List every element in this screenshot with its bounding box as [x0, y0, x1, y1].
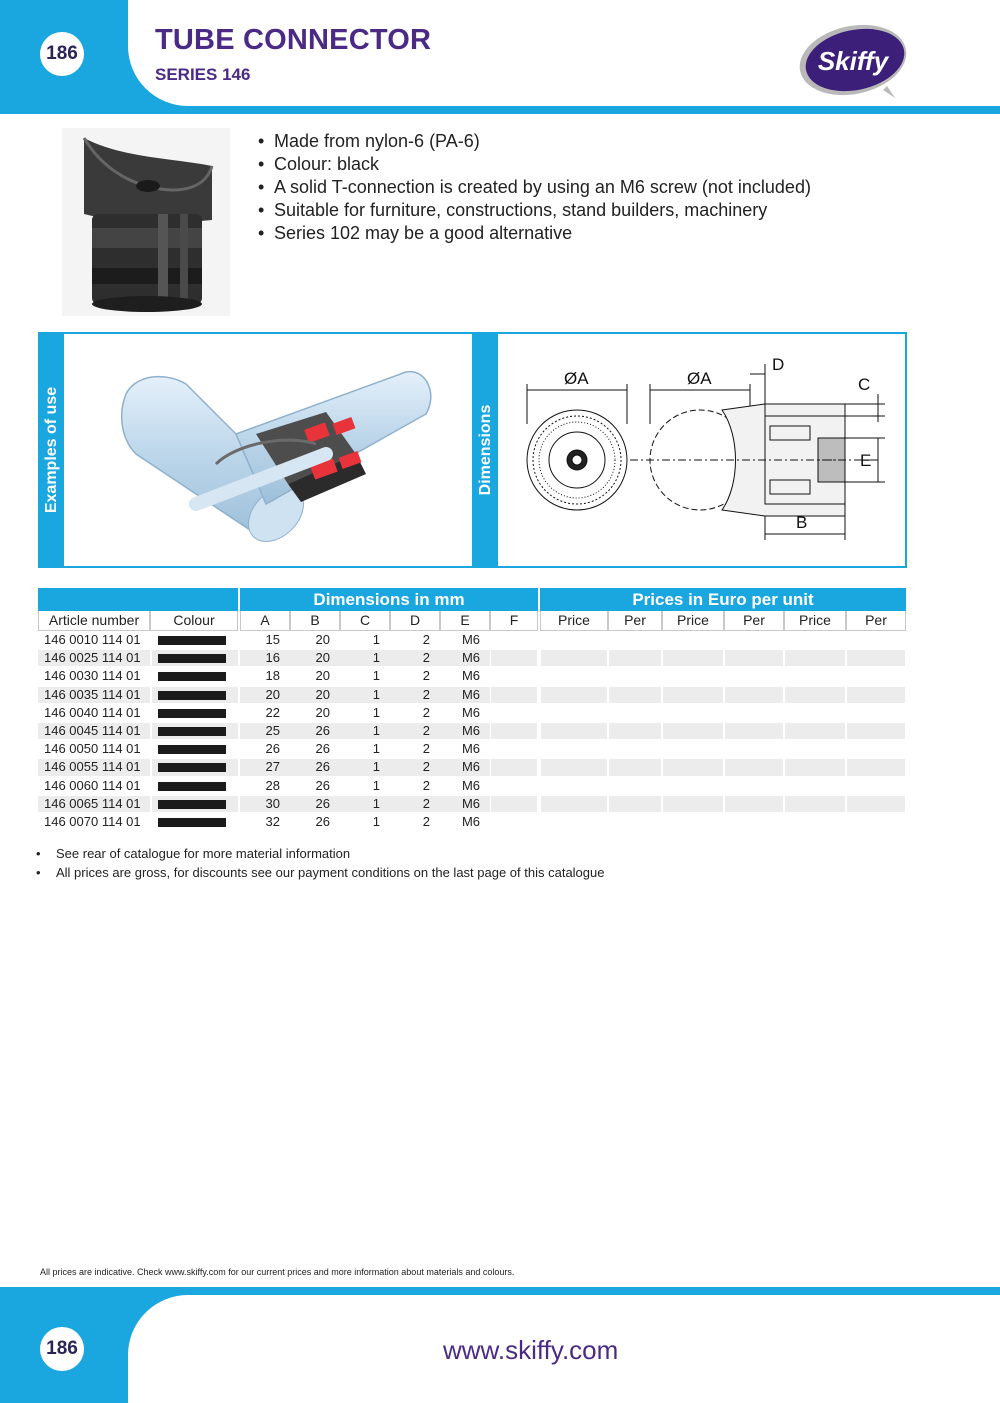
- note-item: • See rear of catalogue for more material information: [36, 844, 604, 863]
- price-cell: [847, 668, 905, 684]
- price-cell: [609, 650, 661, 666]
- colour-swatch: [158, 654, 226, 663]
- group-dimensions: Dimensions in mm: [240, 588, 538, 611]
- product-table: [38, 588, 906, 831]
- price-cell: [609, 796, 661, 812]
- dim-c-cell: 1: [372, 632, 380, 647]
- dim-label-e: E: [860, 451, 872, 470]
- dim-e-cell: M6: [440, 650, 490, 666]
- colour-cell: [152, 668, 238, 684]
- price-cell: [725, 650, 783, 666]
- price-cell: [609, 687, 661, 703]
- price-cell: [609, 814, 661, 830]
- dim-c-cell: 1: [340, 759, 390, 775]
- column-header: Per: [724, 611, 784, 631]
- price-cell: [663, 687, 723, 703]
- dim-f-cell: [491, 650, 537, 666]
- price-cell: [785, 741, 845, 757]
- price-cell: [847, 723, 905, 739]
- dim-d-cell: 2: [422, 741, 430, 757]
- dim-a-cell: 22: [265, 704, 280, 720]
- price-cell: [663, 741, 723, 757]
- dim-d-cell: 2: [422, 632, 430, 647]
- dimension-drawing: [500, 334, 905, 566]
- colour-cell: [152, 723, 238, 739]
- dim-e-cell: M6: [461, 777, 480, 793]
- examples-label: Examples of use: [43, 386, 60, 514]
- dim-label-c: C: [858, 375, 871, 394]
- dim-c-cell: 1: [372, 704, 380, 720]
- price-cell: [541, 668, 607, 684]
- website-link[interactable]: www.skiffy.com: [443, 1335, 619, 1365]
- dim-e-cell: M6: [461, 704, 480, 720]
- price-cell: [541, 705, 607, 721]
- price-cell: [609, 741, 661, 757]
- price-cell: [663, 705, 723, 721]
- feature-item: • Suitable for furniture, constructions, stand builders, machinery: [258, 199, 811, 222]
- dim-a-cell: 20: [240, 687, 290, 703]
- article-number-cell: 146 0055 114 01: [38, 759, 150, 775]
- table-row: [38, 740, 906, 758]
- column-header: Article number: [38, 611, 150, 631]
- dim-b-cell: 20: [315, 668, 330, 684]
- price-cell: [785, 723, 845, 739]
- price-cell: [785, 632, 845, 648]
- colour-cell: [152, 814, 238, 830]
- colour-cell: [152, 632, 238, 648]
- page-title: TUBE CONNECTOR: [155, 24, 432, 56]
- price-cell: [663, 814, 723, 830]
- dim-a-cell: 32: [265, 813, 280, 829]
- table-row: [38, 722, 906, 740]
- table-row: [38, 758, 906, 776]
- price-cell: [541, 723, 607, 739]
- price-cell: [847, 814, 905, 830]
- article-number-cell: 146 0025 114 01: [38, 650, 150, 666]
- dim-c-cell: 1: [340, 650, 390, 666]
- page-number-badge: 186: [40, 32, 84, 76]
- column-header: C: [340, 611, 390, 631]
- table-column-header: [38, 611, 906, 631]
- price-cell: [847, 687, 905, 703]
- colour-swatch: [158, 818, 226, 827]
- price-cell: [725, 705, 783, 721]
- price-cell: [725, 668, 783, 684]
- colour-swatch: [158, 782, 226, 791]
- dimensions-label: Dimensions: [477, 404, 494, 496]
- dim-d-cell: 2: [390, 796, 440, 812]
- table-row: [38, 631, 906, 649]
- table-row: [38, 686, 906, 704]
- feature-item: • Colour: black: [258, 153, 811, 176]
- dim-label-d: D: [772, 355, 785, 374]
- dim-b-cell: 20: [315, 704, 330, 720]
- colour-swatch: [158, 745, 226, 754]
- price-cell: [725, 759, 783, 775]
- dim-e-cell: M6: [461, 632, 480, 647]
- column-header: Colour: [150, 611, 238, 631]
- disclaimer: All prices are indicative. Check www.skiffy.com for our current prices and more information about materials and colours.: [40, 1267, 515, 1277]
- price-cell: [609, 705, 661, 721]
- price-cell: [847, 741, 905, 757]
- dim-e-cell: M6: [440, 723, 490, 739]
- price-cell: [785, 668, 845, 684]
- feature-item: • Made from nylon-6 (PA-6): [258, 130, 811, 153]
- examples-illustration: [66, 334, 472, 566]
- price-cell: [725, 796, 783, 812]
- article-number-cell: 146 0060 114 01: [44, 777, 141, 793]
- price-cell: [847, 650, 905, 666]
- dim-b-cell: 26: [290, 796, 340, 812]
- dim-d-cell: 2: [422, 704, 430, 720]
- dim-d-cell: 2: [390, 723, 440, 739]
- dim-b-cell: 26: [290, 759, 340, 775]
- colour-cell: [152, 650, 238, 666]
- colour-cell: [152, 741, 238, 757]
- price-cell: [663, 796, 723, 812]
- price-cell: [725, 814, 783, 830]
- colour-cell: [152, 705, 238, 721]
- column-header: F: [490, 611, 538, 631]
- column-header: Price: [662, 611, 724, 631]
- dim-f-cell: [491, 796, 537, 812]
- price-cell: [785, 759, 845, 775]
- dim-c-cell: 1: [340, 796, 390, 812]
- dim-f-cell: [491, 687, 537, 703]
- notes-list: [36, 844, 604, 882]
- column-header: D: [390, 611, 440, 631]
- dim-label-a-side: ØA: [687, 369, 712, 388]
- dim-e-cell: M6: [440, 687, 490, 703]
- article-number-cell: 146 0045 114 01: [38, 723, 150, 739]
- dim-label-b: B: [796, 513, 808, 532]
- dim-a-cell: 18: [265, 668, 280, 684]
- dim-d-cell: 2: [390, 759, 440, 775]
- dim-a-cell: 25: [240, 723, 290, 739]
- price-cell: [541, 650, 607, 666]
- price-cell: [847, 632, 905, 648]
- colour-cell: [152, 687, 238, 703]
- price-cell: [725, 632, 783, 648]
- price-cell: [847, 796, 905, 812]
- column-header: Price: [540, 611, 608, 631]
- dim-d-cell: 2: [390, 687, 440, 703]
- dim-f-cell: [491, 814, 537, 830]
- dim-e-cell: M6: [440, 796, 490, 812]
- dim-a-cell: 15: [265, 632, 280, 647]
- price-cell: [609, 778, 661, 794]
- dim-f-cell: [491, 705, 537, 721]
- article-number-cell: 146 0010 114 01: [44, 632, 141, 647]
- dim-label-a-front: ØA: [564, 369, 589, 388]
- colour-swatch: [158, 709, 226, 718]
- dim-a-cell: 27: [240, 759, 290, 775]
- column-header: A: [240, 611, 290, 631]
- dim-f-cell: [491, 668, 537, 684]
- price-cell: [541, 687, 607, 703]
- examples-tab: [40, 334, 64, 566]
- price-cell: [785, 687, 845, 703]
- dim-f-cell: [491, 741, 537, 757]
- price-cell: [663, 778, 723, 794]
- table-row: [38, 704, 906, 722]
- price-cell: [541, 778, 607, 794]
- price-cell: [663, 632, 723, 648]
- price-cell: [725, 723, 783, 739]
- colour-swatch: [158, 691, 226, 700]
- article-number-cell: 146 0050 114 01: [44, 741, 141, 757]
- price-cell: [541, 759, 607, 775]
- price-cell: [785, 778, 845, 794]
- price-cell: [663, 650, 723, 666]
- dim-b-cell: 20: [290, 650, 340, 666]
- dim-a-cell: 28: [265, 777, 280, 793]
- dim-b-cell: 26: [315, 813, 330, 829]
- dim-a-cell: 16: [240, 650, 290, 666]
- skiffy-logo: [795, 20, 910, 102]
- table-row: [38, 813, 906, 831]
- group-blank: [38, 588, 238, 611]
- price-cell: [609, 759, 661, 775]
- dim-c-cell: 1: [340, 723, 390, 739]
- colour-swatch: [158, 636, 226, 645]
- dim-d-cell: 2: [390, 650, 440, 666]
- dim-c-cell: 1: [372, 777, 380, 793]
- price-cell: [541, 796, 607, 812]
- table-row: [38, 777, 906, 795]
- price-cell: [725, 687, 783, 703]
- price-cell: [541, 632, 607, 648]
- colour-swatch: [158, 763, 226, 772]
- dim-f-cell: [491, 778, 537, 794]
- dim-c-cell: 1: [372, 741, 380, 757]
- dim-a-cell: 26: [265, 741, 280, 757]
- price-cell: [785, 705, 845, 721]
- colour-cell: [152, 778, 238, 794]
- dim-b-cell: 26: [315, 741, 330, 757]
- feature-list: [258, 130, 811, 245]
- column-header: E: [440, 611, 490, 631]
- feature-item: • Series 102 may be a good alternative: [258, 222, 811, 245]
- column-header: Per: [608, 611, 662, 631]
- table-row: [38, 795, 906, 813]
- dim-f-cell: [491, 632, 537, 648]
- column-header: Price: [784, 611, 846, 631]
- product-photo: [62, 128, 230, 316]
- article-number-cell: 146 0030 114 01: [44, 668, 141, 684]
- price-cell: [847, 705, 905, 721]
- price-cell: [663, 723, 723, 739]
- colour-cell: [152, 796, 238, 812]
- colour-swatch: [158, 672, 226, 681]
- colour-swatch: [158, 800, 226, 809]
- page-subtitle: SERIES 146: [155, 65, 251, 84]
- dim-f-cell: [491, 723, 537, 739]
- colour-swatch: [158, 727, 226, 736]
- dim-e-cell: M6: [461, 668, 480, 684]
- dim-e-cell: M6: [461, 813, 480, 829]
- examples-panel: [38, 332, 474, 568]
- dim-c-cell: 1: [372, 668, 380, 684]
- dim-b-cell: 20: [315, 632, 330, 647]
- price-cell: [725, 778, 783, 794]
- dimensions-panel: [472, 332, 907, 568]
- group-prices: Prices in Euro per unit: [540, 588, 906, 611]
- price-cell: [609, 723, 661, 739]
- column-header: B: [290, 611, 340, 631]
- price-cell: [663, 668, 723, 684]
- price-cell: [725, 741, 783, 757]
- article-number-cell: 146 0070 114 01: [44, 813, 141, 829]
- dim-e-cell: M6: [461, 741, 480, 757]
- table-row: [38, 649, 906, 667]
- dim-b-cell: 26: [290, 723, 340, 739]
- footer-page-number-badge: 186: [40, 1327, 84, 1371]
- dim-e-cell: M6: [440, 759, 490, 775]
- price-cell: [847, 759, 905, 775]
- dim-d-cell: 2: [422, 668, 430, 684]
- price-cell: [785, 796, 845, 812]
- colour-cell: [152, 759, 238, 775]
- article-number-cell: 146 0035 114 01: [38, 687, 150, 703]
- column-header: Per: [846, 611, 906, 631]
- note-item: • All prices are gross, for discounts see our payment conditions on the last page of this catalogue: [36, 863, 604, 882]
- dim-a-cell: 30: [240, 796, 290, 812]
- article-number-cell: 146 0040 114 01: [44, 704, 141, 720]
- price-cell: [609, 632, 661, 648]
- dim-d-cell: 2: [422, 777, 430, 793]
- dim-c-cell: 1: [372, 813, 380, 829]
- price-cell: [785, 650, 845, 666]
- dim-c-cell: 1: [340, 687, 390, 703]
- logo-text: Skiffy: [817, 46, 889, 76]
- article-number-cell: 146 0065 114 01: [38, 796, 150, 812]
- dim-f-cell: [491, 759, 537, 775]
- dimensions-tab: [474, 334, 498, 566]
- price-cell: [663, 759, 723, 775]
- table-row: [38, 667, 906, 685]
- price-cell: [609, 668, 661, 684]
- dim-d-cell: 2: [422, 813, 430, 829]
- feature-item: • A solid T-connection is created by using an M6 screw (not included): [258, 176, 811, 199]
- dim-b-cell: 26: [315, 777, 330, 793]
- table-group-header: [38, 588, 906, 611]
- table-body: [38, 631, 906, 831]
- price-cell: [785, 814, 845, 830]
- price-cell: [847, 778, 905, 794]
- dim-b-cell: 20: [290, 687, 340, 703]
- price-cell: [541, 741, 607, 757]
- price-cell: [541, 814, 607, 830]
